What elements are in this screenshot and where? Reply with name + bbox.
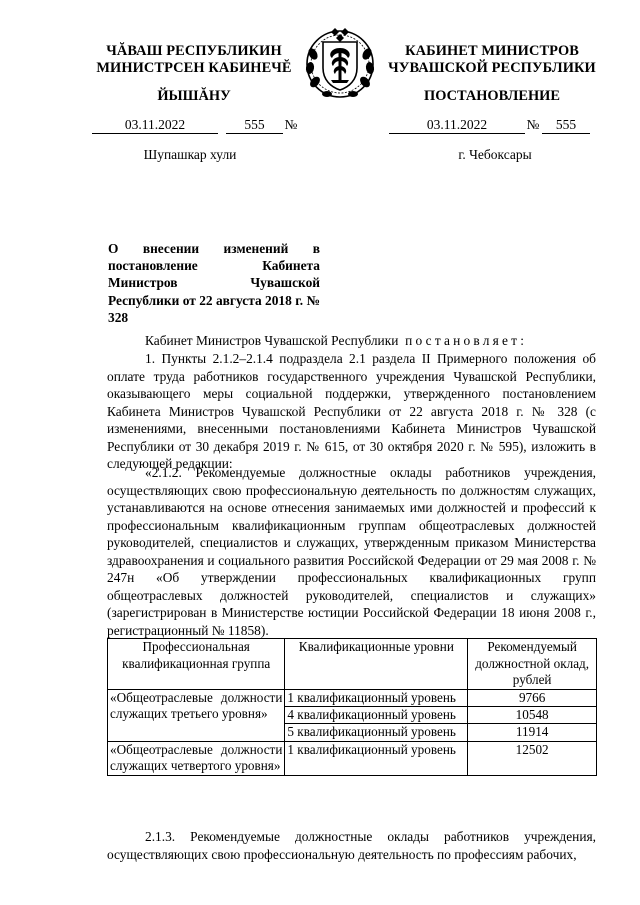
place-right: г. Чебоксары [458,147,532,162]
header-left-title [85,43,303,77]
levels-cell [285,689,468,741]
table-header-row [108,639,597,690]
preamble-spaced: постановляет: [405,333,528,348]
salary-value: 9766 [468,690,596,707]
salary-cell [468,689,597,741]
underline-right-date [389,133,525,134]
preamble [107,332,596,350]
header-left-line-2: МИНИСТРСЕН КАБИНЕЧĔ [96,60,292,76]
header-left-line-1: ЧĂВАШ РЕСПУБЛИКИН [106,43,282,59]
header-right-title [382,43,602,77]
header-right-line-1: КАБИНЕТ МИНИСТРОВ [405,43,579,59]
salary-value: 12502 [515,741,549,757]
table-header-levels: Квалификационные уровни [285,639,468,690]
levels-cell [285,741,468,775]
salary-value: 11914 [515,723,549,739]
level-item: 1 квалификационный уровень [285,690,467,707]
chuvash-coat-of-arms-icon [301,24,379,102]
group-name-cell: «Общеотраслевые должности служащих четвертого уровня» [108,741,285,775]
underline-right-number [542,133,590,134]
right-number: 555 [555,117,577,132]
left-date: 03.11.2022 [124,117,186,132]
underline-left-date [92,133,218,134]
table-row [108,741,597,775]
right-date: 03.11.2022 [426,117,488,132]
right-no-sign: № [526,117,540,132]
table-row [108,689,597,741]
left-no-sign: № [284,117,298,132]
level-item: 1 квалификационный уровень [287,741,456,757]
level-item: 5 квалификационный уровень [287,723,456,739]
document-title: О внесении изменений в постановление Кабинета Министров Чувашской Республики от 22 августа 2018 г. № 328 [108,241,320,325]
underline-left-number [226,133,283,134]
preamble-text: Кабинет Министров Чувашской Республики [145,333,399,348]
salary-value: 10548 [468,707,596,724]
paragraph-3: 2.1.3. Рекомендуемые должностные оклады работников учреждения, осуществляющих свою профессиональную деятельность по профессиям рабочих, [107,829,596,862]
group-name-cell: «Общеотраслевые должности служащих третьего уровня» [108,689,285,741]
paragraph-1: 1. Пункты 2.1.2–2.1.4 подраздела 2.1 раздела II Примерного положения об оплате труда работников государственного учреждения Чувашской Республики, оказывающего меры социальной поддержки, утвержденного постановлением Кабинета Министров Чувашской Республики от 22 августа 2018 г. № 328 (с изменениями, внесенными постановлениями Кабинета Министров Чувашской Республики от 30 декабря 2019 г. № 615, от 30 октября 2020 г. № 595), изложить в следующей редакции: [107,351,596,471]
paragraph-2: «2.1.2. Рекомендуемые должностные оклады работников учреждения, осуществляющих свою профессиональную деятельность по должностям служащих, устанавливаются на основе отнесения занимаемых ими должностей и профессий к профессиональным квалификационным группам общеотраслевых должностей руководителей, специалистов и служащих, утвержденным приказом Министерства здравоохранения и социального развития Российской Федерации от 29 мая 2008 г. № 247н «Об утверждении профессиональных квалификационных групп общеотраслевых должностей руководителей, специалистов и служащих» (зарегистрирован в Министерстве юстиции Российской Федерации 18 июня 2008 г., регистрационный № 11858). [107,465,596,638]
doctype-left: ЙЫШĂНУ [157,88,231,104]
left-number: 555 [244,117,265,132]
salary-table [107,638,597,776]
salary-cell [468,741,597,775]
level-item: 4 квалификационный уровень [285,707,467,724]
table-header-group: Профессиональная квалификационная группа [108,639,285,690]
place-left: Шупашкар хули [143,147,237,162]
header-right-line-2: ЧУВАШСКОЙ РЕСПУБЛИКИ [388,60,596,76]
table-header-salary: Рекомендуемый должностной оклад, рублей [468,639,597,690]
doctype-right: ПОСТАНОВЛЕНИЕ [424,88,560,104]
